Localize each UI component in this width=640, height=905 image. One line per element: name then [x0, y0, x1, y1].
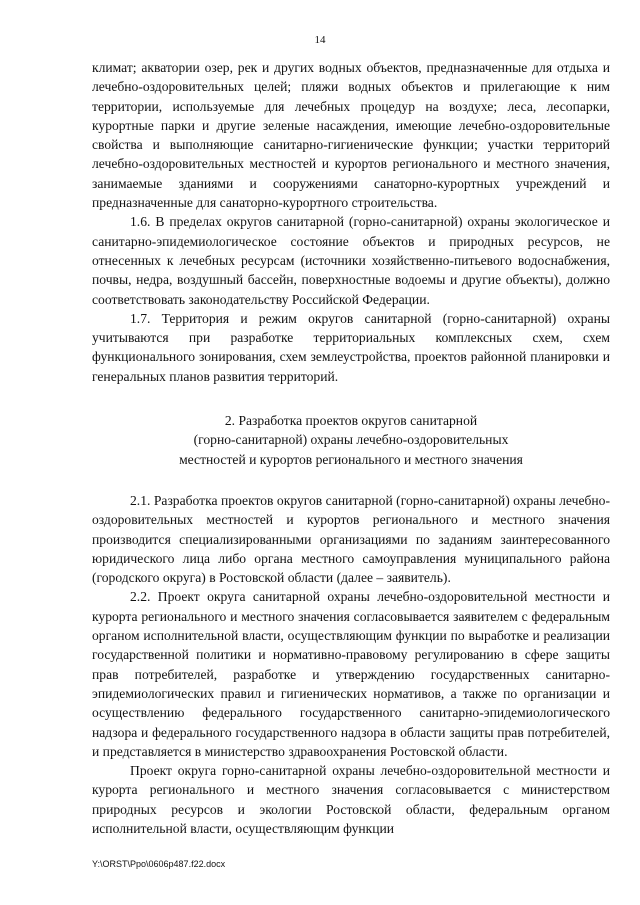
paragraph-climate: климат; акватории озер, рек и других водных объектов, предназначенные для отдыха и лечебно-оздоровительных целей; пляжи водных объектов и прилегающие к ним территории, используемые для лечебных процедур на воздухе; леса, лесопарки, курортные парки и другие зеленые насаждения, имеющие лечебно-оздоровительные свойства и выполняющие санитарно-гигиенические функции; участки территорий лечебно-оздоровительных местностей и курортов регионального и местного значения, занимаемые зданиями и сооружениями санаторно-курортных учреждений и предназначенные для санаторно-курортного строительства. — [92, 60, 610, 211]
section-heading-line-1: 2. Разработка проектов округов санитарной — [224, 413, 478, 429]
paragraph-mountain-sanitary-project: Проект округа горно-санитарной охраны лечебно-оздоровительной местности и курорта регионального и местного значения согласовывается с министерством природных ресурсов и экологии Ростовской области, федеральным органом исполнительной власти, осуществляющим функции — [92, 763, 610, 836]
section-heading-line-3: местностей и курортов регионального и местного значения — [179, 451, 523, 467]
paragraph-2-2: 2.2. Проект округа санитарной охраны лечебно-оздоровительной местности и курорта регионального и местного значения согласовывается заявителем с федеральным органом исполнительной власти, осуществляющим функции по выработке и реализации государственной политики и нормативно-правовому регулированию в сфере защиты прав потребителей, разработке и утверждению государственных санитарно-эпидемиологических правил и гигиенических нормативов, а также по организации и осуществлению федерального государственного санитарно-эпидемиологического надзора и федерального государственного надзора в области защиты прав потребителей, и представляется в министерство здравоохранения Ростовской области. — [92, 589, 610, 759]
section-heading-2 — [92, 411, 610, 469]
paragraph-1-7: 1.7. Территория и режим округов санитарной (горно-санитарной) охраны учитываются при разработке территориальных комплексных схем, схем функционального зонирования, схем землеустройства, проектов районной планировки и генеральных планов развития территорий. — [92, 310, 610, 384]
paragraph-1-6: 1.6. В пределах округов санитарной (горно-санитарной) охраны экологическое и санитарно-эпидемиологическое состояние объектов и природных ресурсов, не отнесенных к лечебных ресурсам (источники хозяйственно-питьевого водоснабжения, почвы, недра, воздушный бассейн, поверхностные водоемы и другие объекты), должно соответствовать законодательству Российской Федерации. — [92, 214, 610, 307]
paragraph-2-1: 2.1. Разработка проектов округов санитарной (горно-санитарной) охраны лечебно-оздоровительных местностей и курортов регионального и местного значения производится специализированными организациями по заданиям заинтересованного юридического лица либо органа местного самоуправления муниципального района (городского округа) в Ростовской области (далее – заявитель). — [92, 492, 610, 586]
page-number: 14 — [314, 34, 326, 46]
footer-file-path: Y:\ORST\Ppo\0606p487.f22.docx — [92, 859, 226, 869]
document-body — [92, 58, 610, 838]
section-heading-line-2: (горно-санитарной) охраны лечебно-оздоровительных — [193, 432, 509, 448]
